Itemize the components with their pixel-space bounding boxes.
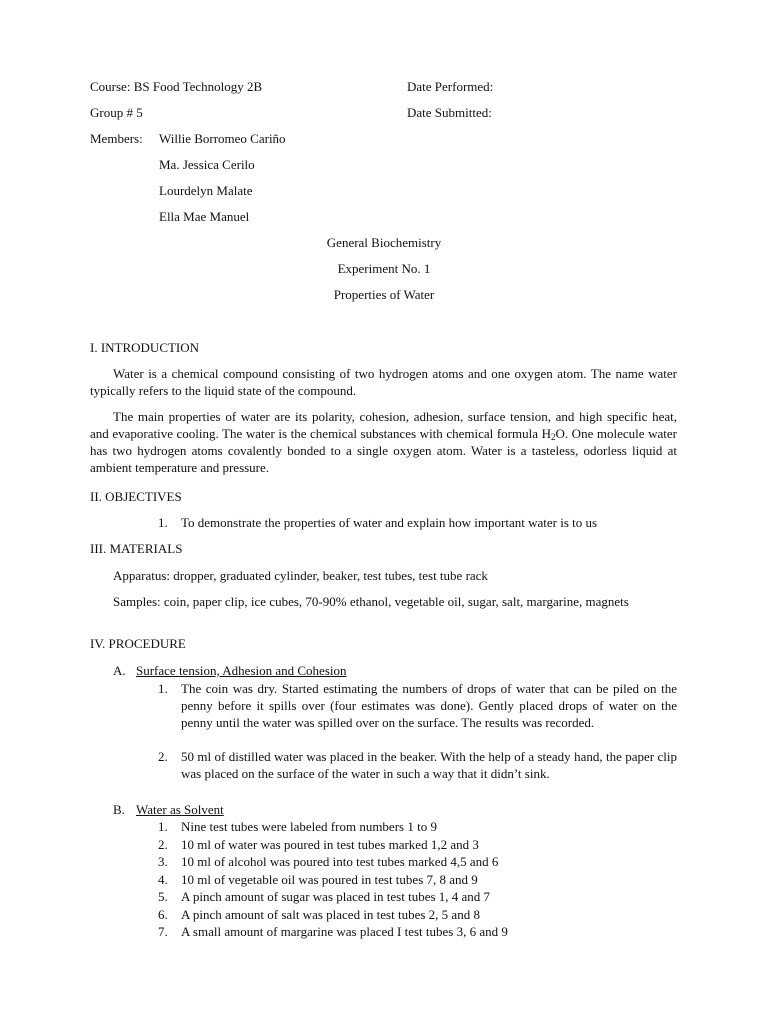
apparatus-line: Apparatus: dropper, graduated cylinder, beaker, test tubes, test tube rack <box>113 568 488 583</box>
section-b-title: Water as Solvent <box>136 802 224 817</box>
objectives-heading: II. OBJECTIVES <box>90 489 182 504</box>
section-letter: A. <box>113 663 126 678</box>
introduction-paragraph-2: The main properties of water are its polarity, cohesion, adhesion, surface tension, and high specific heat, and evaporative cooling. The water is the chemical substances with chemical formula $H_2O$. One molecule water has two hydrogen atoms covalently bonded to a single oxygen atom. Water is a tasteless, odorless liquid at ambient temperature and pressure. <box>90 409 677 475</box>
list-number: 5. <box>158 889 168 904</box>
objective-item: To demonstrate the properties of water and explain how important water is to us <box>181 515 598 530</box>
procedure-step: A small amount of margarine was placed I test tubes 3, 6 and 9 <box>181 924 508 939</box>
course-line: Course: BS Food Technology 2B <box>90 79 263 94</box>
procedure-step: A pinch amount of sugar was placed in test tubes 1, 4 and 7 <box>181 889 491 904</box>
procedure-step: A pinch amount of salt was placed in test tubes 2, 5 and 8 <box>181 907 480 922</box>
introduction-paragraph-1: Water is a chemical compound consisting of two hydrogen atoms and one oxygen atom. The name water typically refers to the liquid state of the compound. <box>90 366 677 398</box>
subject-title: General Biochemistry <box>326 235 442 250</box>
procedure-step: The coin was dry. Started estimating the numbers of drops of water that can be piled on the penny before it spills over (four estimates was done). Gently placed drops of water on the penny until the water was spilled over on the surface. The results was recorded. <box>181 681 677 730</box>
list-number: 1. <box>158 681 168 696</box>
list-number: 1. <box>158 819 168 834</box>
list-number: 1. <box>158 515 168 530</box>
samples-line: Samples: coin, paper clip, ice cubes, 70-90% ethanol, vegetable oil, sugar, salt, margarine, magnets <box>113 594 629 609</box>
list-number: 3. <box>158 854 168 869</box>
list-number: 6. <box>158 907 168 922</box>
list-number: 4. <box>158 872 168 887</box>
procedure-heading: IV. PROCEDURE <box>90 636 186 651</box>
member-name: Lourdelyn Malate <box>159 183 253 198</box>
procedure-step: 50 ml of distilled water was placed in the beaker. With the help of a steady hand, the paper clip was placed on the surface of the water in such a way that it didn’t sink. <box>181 749 677 781</box>
procedure-step: 10 ml of vegetable oil was poured in test tubes 7, 8 and 9 <box>181 872 478 887</box>
list-number: 2. <box>158 837 168 852</box>
group-line: Group # 5 <box>90 105 143 120</box>
procedure-step: 10 ml of water was poured in test tubes marked 1,2 and 3 <box>181 837 479 852</box>
experiment-number: Experiment No. 1 <box>337 261 431 276</box>
member-name: Ella Mae Manuel <box>159 209 250 224</box>
introduction-heading: I. INTRODUCTION <box>90 340 200 355</box>
experiment-title: Properties of Water <box>333 287 435 302</box>
section-a-title: Surface tension, Adhesion and Cohesion <box>136 663 347 678</box>
date-submitted: Date Submitted: <box>407 105 492 120</box>
procedure-step: 10 ml of alcohol was poured into test tubes marked 4,5 and 6 <box>181 854 499 869</box>
member-name: Ma. Jessica Cerilo <box>159 157 255 172</box>
date-performed: Date Performed: <box>407 79 494 94</box>
list-number: 2. <box>158 749 168 764</box>
materials-heading: III. MATERIALS <box>90 541 183 556</box>
list-number: 7. <box>158 924 168 939</box>
section-letter: B. <box>113 802 125 817</box>
procedure-step: Nine test tubes were labeled from numbers 1 to 9 <box>181 819 437 834</box>
member-name: Willie Borromeo Cariño <box>159 131 286 146</box>
members-label: Members: <box>90 131 143 146</box>
